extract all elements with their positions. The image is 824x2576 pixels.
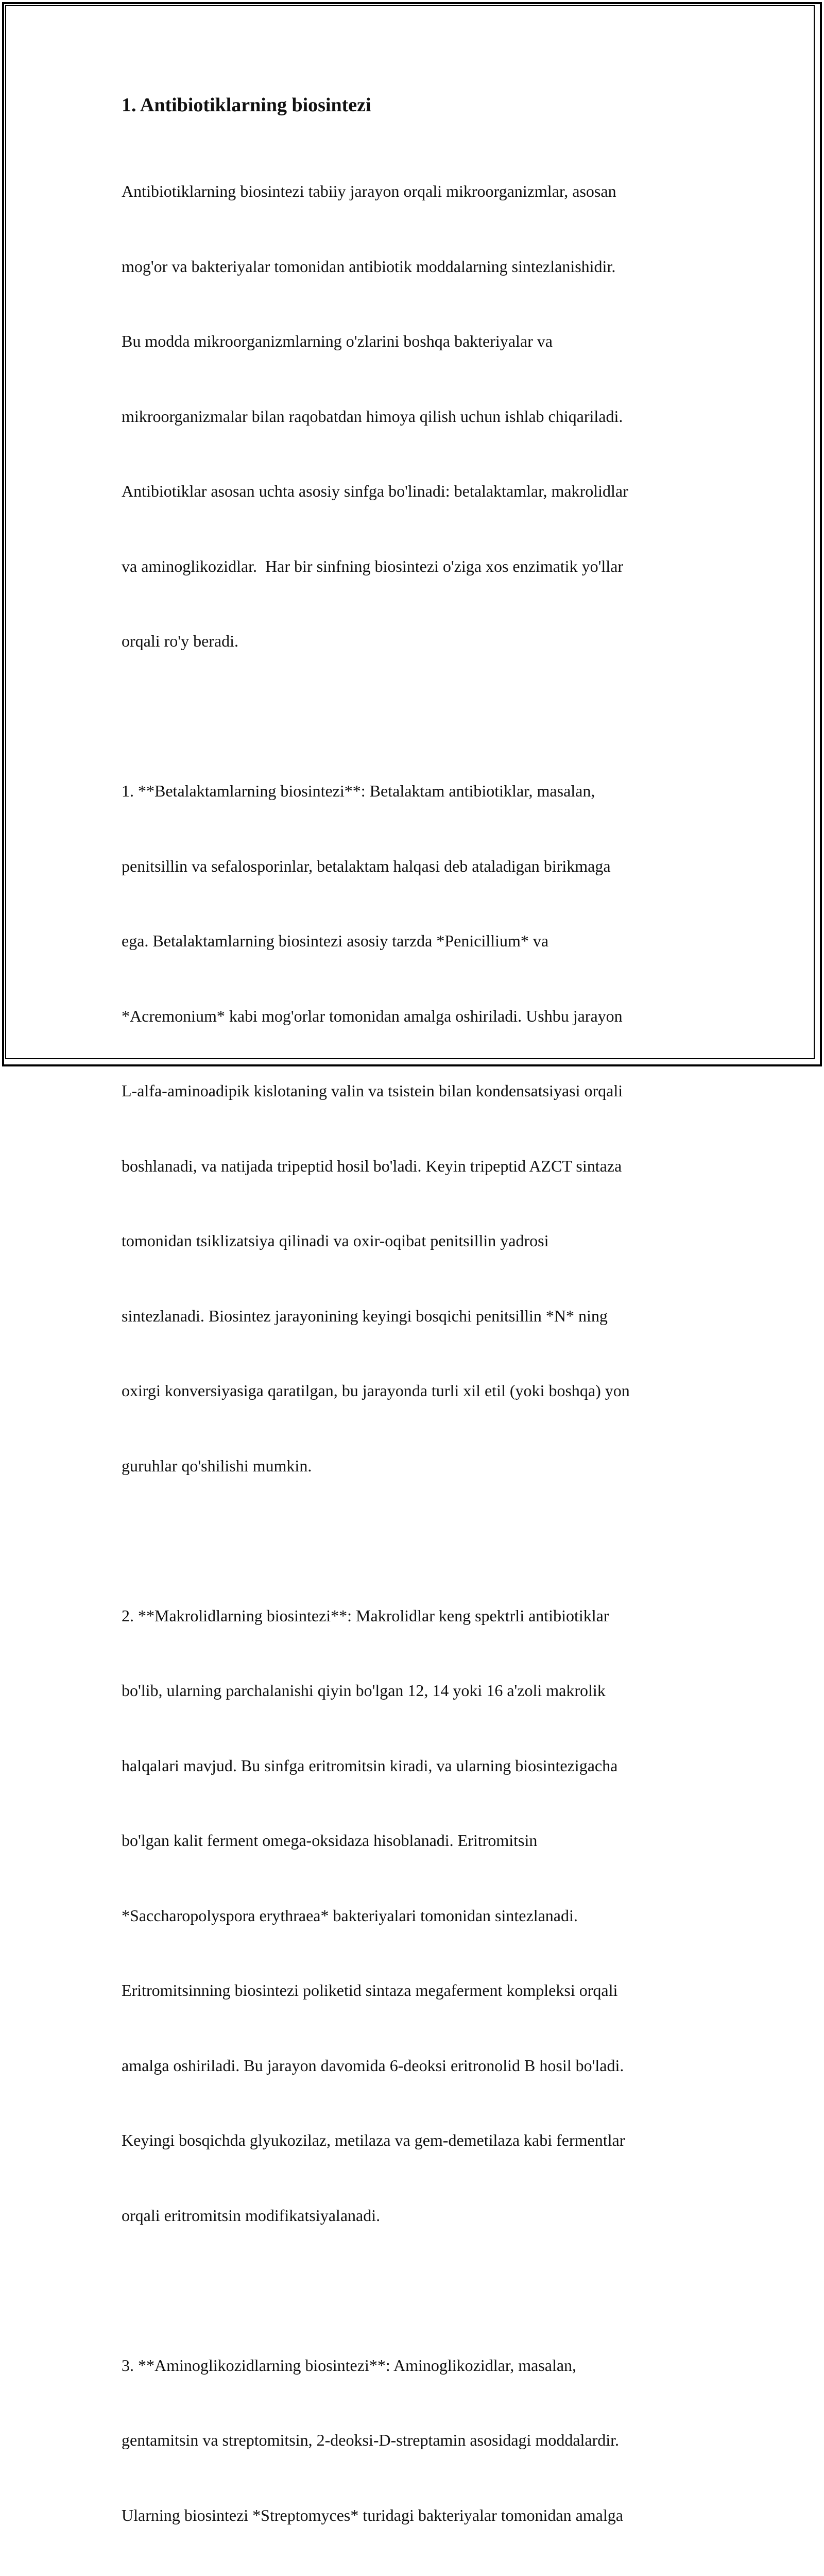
text-line: guruhlar qo'shilishi mumkin. <box>122 1453 714 1479</box>
text-line: Bu modda mikroorganizmlarning o'zlarini boshqa bakteriyalar va <box>122 329 714 354</box>
document-body <box>122 93 714 2576</box>
text-line: *Saccharopolyspora erythraea* bakteriyalari tomonidan sintezlanadi. <box>122 1903 714 1928</box>
text-line: amalga oshiriladi. Bu jarayon davomida 6-deoksi eritronolid B hosil bo'ladi. <box>122 2053 714 2078</box>
text-line: L-alfa-aminoadipik kislotaning valin va tsistein bilan kondensatsiyasi orqali <box>122 1078 714 1104</box>
paragraph-intro <box>122 129 714 704</box>
text-line: 1. **Betalaktamlarning biosintezi**: Betalaktam antibiotiklar, masalan, <box>122 778 714 804</box>
text-line: boshlanadi, va natijada tripeptid hosil bo'ladi. Keyin tripeptid AZCT sintaza <box>122 1154 714 1179</box>
text-line: halqalari mavjud. Bu sinfga eritromitsin kiradi, va ularning biosintezigacha <box>122 1753 714 1778</box>
paragraph-aminoglycosides <box>122 2303 714 2576</box>
text-line: Keyingi bosqichda glyukozilaz, metilaza va gem-demetilaza kabi fermentlar <box>122 2128 714 2153</box>
text-line: sintezlanadi. Biosintez jarayonining keyingi bosqichi penitsillin *N* ning <box>122 1303 714 1329</box>
text-line: Antibiotiklar asosan uchta asosiy sinfga bo'linadi: betalaktamlar, makrolidlar <box>122 479 714 504</box>
text-line: bo'lib, ularning parchalanishi qiyin bo'lgan 12, 14 yoki 16 a'zoli makrolik <box>122 1678 714 1703</box>
text-line: *Acremonium* kabi mog'orlar tomonidan amalga oshiriladi. Ushbu jarayon <box>122 1004 714 1029</box>
text-line: Ularning biosintezi *Streptomyces* turidagi bakteriyalar tomonidan amalga <box>122 2503 714 2528</box>
paragraph-macrolides <box>122 1553 714 2278</box>
paragraph-betalactams <box>122 728 714 1528</box>
text-line: tomonidan tsiklizatsiya qilinadi va oxir-oqibat penitsillin yadrosi <box>122 1228 714 1253</box>
document-title: 1. Antibiotiklarning biosintezi <box>122 93 714 117</box>
text-line: orqali eritromitsin modifikatsiyalanadi. <box>122 2203 714 2228</box>
text-line: Eritromitsinning biosintezi poliketid sintaza megaferment kompleksi orqali <box>122 1978 714 2003</box>
text-line: va aminoglikozidlar. Har bir sinfning biosintezi o'ziga xos enzimatik yo'llar <box>122 554 714 579</box>
text-line: bo'lgan kalit ferment omega-oksidaza hisoblanadi. Eritromitsin <box>122 1828 714 1853</box>
text-line: ega. Betalaktamlarning biosintezi asosiy tarzda *Penicillium* va <box>122 928 714 954</box>
text-line: 3. **Aminoglikozidlarning biosintezi**: Aminoglikozidlar, masalan, <box>122 2353 714 2378</box>
text-line: oxirgi konversiyasiga qaratilgan, bu jarayonda turli xil etil (yoki boshqa) yon <box>122 1378 714 1403</box>
text-line: Antibiotiklarning biosintezi tabiiy jarayon orqali mikroorganizmlar, asosan <box>122 179 714 204</box>
text-line: 2. **Makrolidlarning biosintezi**: Makrolidlar keng spektrli antibiotiklar <box>122 1603 714 1629</box>
text-line: mikroorganizmalar bilan raqobatdan himoya qilish uchun ishlab chiqariladi. <box>122 404 714 429</box>
text-line: mog'or va bakteriyalar tomonidan antibiotik moddalarning sintezlanishidir. <box>122 254 714 279</box>
text-line: gentamitsin va streptomitsin, 2-deoksi-D-streptamin asosidagi moddalardir. <box>122 2428 714 2453</box>
text-line: orqali ro'y beradi. <box>122 629 714 654</box>
text-line: penitsillin va sefalosporinlar, betalaktam halqasi deb ataladigan birikmaga <box>122 854 714 879</box>
